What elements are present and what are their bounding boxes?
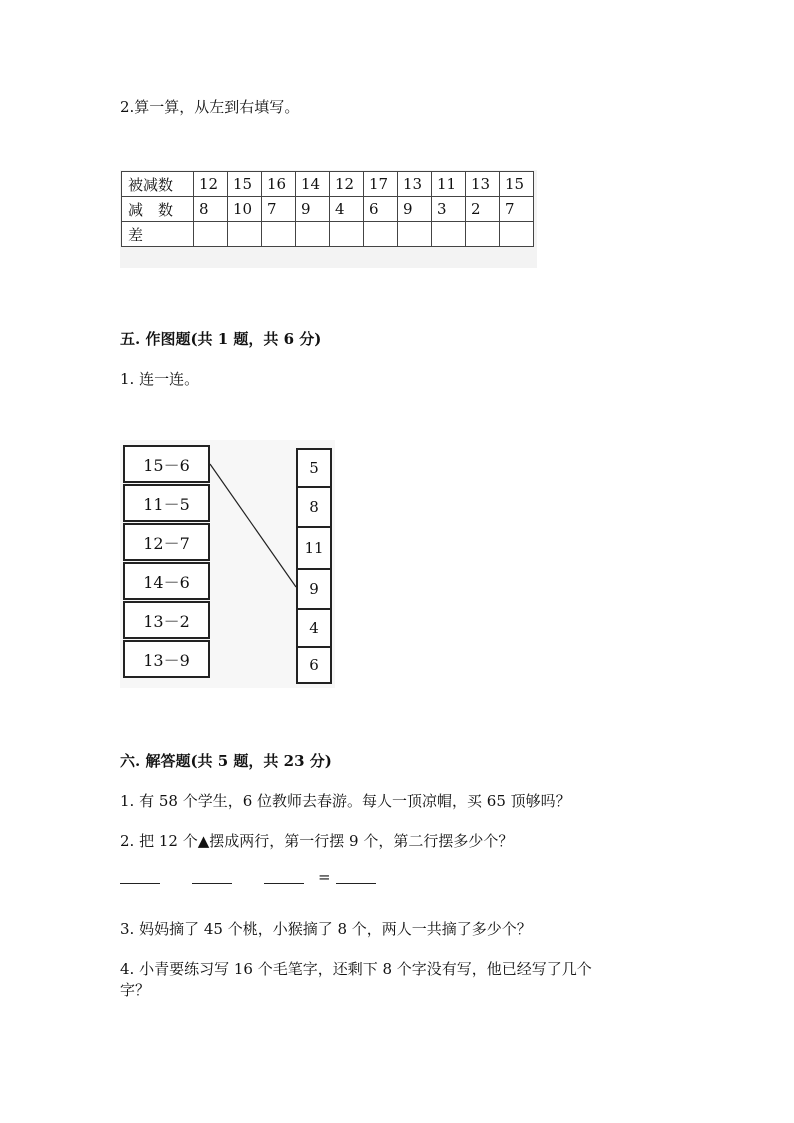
cell-subtrahend: 10 — [228, 197, 262, 222]
connect-line — [210, 464, 296, 587]
cell-minuend: 13 — [466, 172, 500, 197]
minuend-row — [122, 172, 534, 197]
connect-line-layer — [120, 440, 335, 688]
cell-minuend: 17 — [364, 172, 398, 197]
cell-subtrahend: 3 — [432, 197, 466, 222]
cell-minuend: 14 — [296, 172, 330, 197]
header-subtrahend: 减 数 — [122, 197, 194, 222]
left-expression[interactable]: 14－6 — [123, 562, 210, 600]
cell-subtrahend: 2 — [466, 197, 500, 222]
cell-minuend: 15 — [228, 172, 262, 197]
cell-subtrahend: 7 — [262, 197, 296, 222]
cell-subtrahend: 8 — [194, 197, 228, 222]
cell-minuend: 16 — [262, 172, 296, 197]
cell-subtrahend: 9 — [398, 197, 432, 222]
left-expression[interactable]: 13－9 — [123, 640, 210, 678]
right-number[interactable]: 6 — [296, 646, 332, 684]
question-connect: 1. 连一连。 — [120, 370, 200, 388]
question-1: 1. 有 58 个学生，6 位教师去春游。每人一顶凉帽，买 65 顶够吗？ — [120, 792, 571, 810]
cell-subtrahend: 9 — [296, 197, 330, 222]
answer-cell[interactable] — [330, 222, 364, 247]
answer-cell[interactable] — [296, 222, 330, 247]
section-5-title: 五. 作图题(共 1 题，共 6 分) — [120, 330, 322, 348]
cell-minuend: 11 — [432, 172, 466, 197]
answer-blank[interactable] — [264, 883, 304, 885]
answer-cell[interactable] — [432, 222, 466, 247]
header-minuend: 被减数 — [122, 172, 194, 197]
answer-blank[interactable] — [120, 883, 160, 885]
answer-blank[interactable] — [192, 883, 232, 885]
calc-table — [121, 171, 534, 247]
left-expression[interactable]: 12－7 — [123, 523, 210, 561]
answer-cell[interactable] — [228, 222, 262, 247]
cell-subtrahend: 6 — [364, 197, 398, 222]
connect-diagram — [120, 440, 335, 688]
section-6-title: 六. 解答题(共 5 题，共 23 分) — [120, 752, 332, 770]
answer-cell[interactable] — [500, 222, 534, 247]
right-number[interactable]: 4 — [296, 608, 332, 648]
answer-cell[interactable] — [262, 222, 296, 247]
header-difference: 差 — [122, 222, 194, 247]
cell-minuend: 13 — [398, 172, 432, 197]
answer-cell[interactable] — [194, 222, 228, 247]
cell-subtrahend: 4 — [330, 197, 364, 222]
equals-sign: = — [318, 868, 331, 886]
subtrahend-row — [122, 197, 534, 222]
right-number[interactable]: 9 — [296, 568, 332, 610]
question-3: 3. 妈妈摘了 45 个桃，小猴摘了 8 个，两人一共摘了多少个？ — [120, 920, 532, 938]
cell-minuend: 15 — [500, 172, 534, 197]
left-expression[interactable]: 15－6 — [123, 445, 210, 483]
right-number[interactable]: 8 — [296, 486, 332, 528]
cell-minuend: 12 — [194, 172, 228, 197]
left-expression[interactable]: 11－5 — [123, 484, 210, 522]
question-4-line-1: 4. 小青要练习写 16 个毛笔字，还剩下 8 个字没有写，他已经写了几个 — [120, 960, 592, 978]
question-calc: 2.算一算，从左到右填写。 — [120, 98, 300, 116]
question-2: 2. 把 12 个▲摆成两行，第一行摆 9 个，第二行摆多少个？ — [120, 832, 514, 850]
cell-minuend: 12 — [330, 172, 364, 197]
left-expression[interactable]: 13－2 — [123, 601, 210, 639]
answer-blank[interactable] — [336, 883, 376, 885]
subtraction-table — [120, 170, 537, 268]
difference-row — [122, 222, 534, 247]
right-number[interactable]: 5 — [296, 448, 332, 488]
answer-cell[interactable] — [364, 222, 398, 247]
cell-subtrahend: 7 — [500, 197, 534, 222]
answer-cell[interactable] — [398, 222, 432, 247]
right-number[interactable]: 11 — [296, 526, 332, 570]
answer-cell[interactable] — [466, 222, 500, 247]
question-4-line-2: 字？ — [120, 981, 151, 999]
